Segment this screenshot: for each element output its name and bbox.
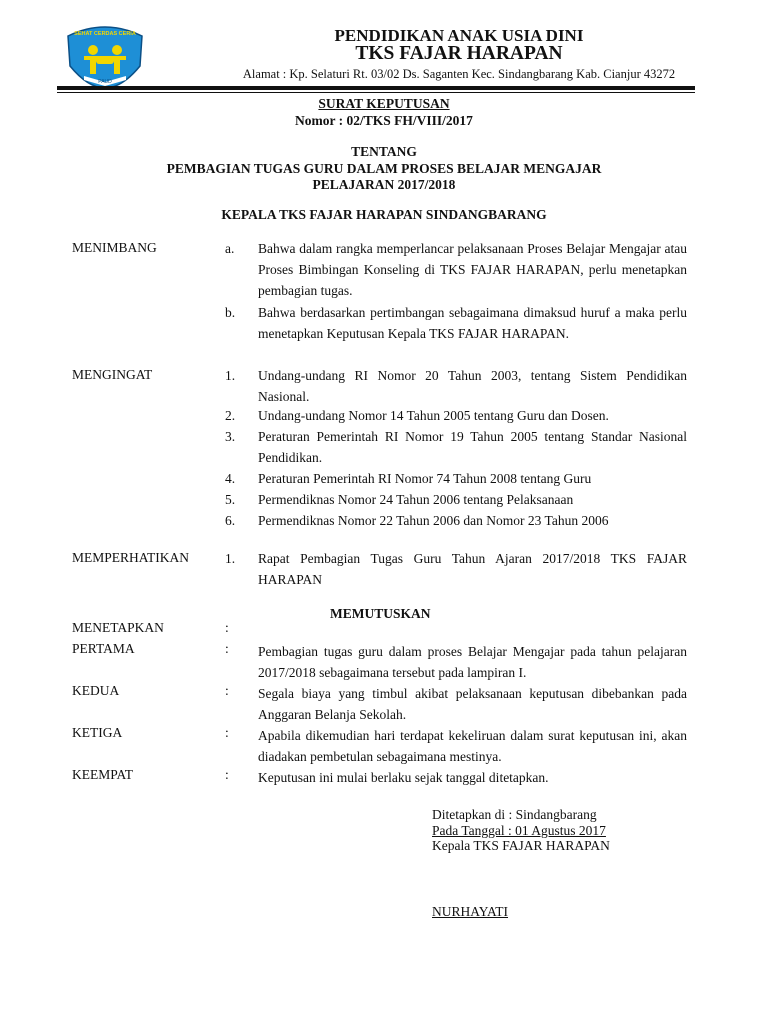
item-text: Bahwa dalam rangka memperlancar pelaksanaan Proses Belajar Mengajar atau Proses Bimbingan Konseling di TKS FAJAR HARAPAN, perlu menetapkan pembagian tugas. — [258, 241, 687, 298]
subject-line2: PELAJARAN 2017/2018 — [312, 177, 456, 192]
item-marker: 1. — [225, 551, 236, 566]
svg-text:PAUD: PAUD — [98, 79, 112, 85]
section-label: MENIMBANG — [72, 240, 157, 255]
clause-text: Pembagian tugas guru dalam proses Belajar Mengajar pada tahun pelajaran 2017/2018 sebagaimana tersebut pada lampiran I. — [258, 644, 687, 680]
clause-text: Apabila dikemudian hari terdapat kekeliruan dalam surat keputusan ini, akan diadakan pembetulan sebagaimana mestinya. — [258, 728, 687, 764]
section-label: MENGINGAT — [72, 367, 153, 382]
item-text: Permendiknas Nomor 24 Tahun 2006 tentang Pelaksanaan — [258, 492, 574, 507]
item-marker: a. — [225, 241, 235, 256]
clause-colon: : — [225, 620, 229, 635]
item-text: Rapat Pembagian Tugas Guru Tahun Ajaran 2017/2018 TKS FAJAR HARAPAN — [258, 551, 687, 587]
about-label: TENTANG — [351, 144, 417, 159]
signature-date: Pada Tanggal : 01 Agustus 2017 — [432, 823, 606, 838]
letterhead-address: Alamat : Kp. Selaturi Rt. 03/02 Ds. Saganten Kec. Sindangbarang Kab. Cianjur 43272 — [242, 67, 676, 81]
signatory-name: NURHAYATI — [432, 904, 509, 919]
item-marker: 1. — [225, 368, 236, 383]
clause-colon: : — [225, 683, 229, 698]
item-text: Undang-undang RI Nomor 20 Tahun 2003, tentang Sistem Pendidikan Nasional. — [258, 368, 687, 404]
document-number: Nomor : 02/TKS FH/VIII/2017 — [295, 113, 473, 128]
item-text: Bahwa berdasarkan pertimbangan sebagaimana dimaksud huruf a maka perlu menetapkan Keputusan Kepala TKS FAJAR HARAPAN. — [258, 305, 687, 341]
item-marker: 6. — [225, 513, 236, 528]
item-marker: b. — [225, 305, 236, 320]
decision-heading: MEMUTUSKAN — [330, 606, 431, 621]
clause-text: Keputusan ini mulai berlaku sejak tanggal ditetapkan. — [258, 770, 549, 785]
letterhead-line1: PENDIDIKAN ANAK USIA DINI — [334, 26, 584, 45]
item-text: Peraturan Pemerintah RI Nomor 19 Tahun 2005 tentang Standar Nasional Pendidikan. — [258, 429, 687, 465]
document-heading: SURAT KEPUTUSAN — [318, 96, 450, 111]
header-rule-thick — [57, 86, 695, 90]
header-rule-thin — [57, 92, 695, 93]
subject-line1: PEMBAGIAN TUGAS GURU DALAM PROSES BELAJAR MENGAJAR — [166, 161, 602, 176]
item-marker: 5. — [225, 492, 236, 507]
item-text: Undang-undang Nomor 14 Tahun 2005 tentang Guru dan Dosen. — [258, 408, 609, 423]
clause-label: KETIGA — [72, 725, 123, 740]
clause-label: KEEMPAT — [72, 767, 134, 782]
svg-text:SEHAT CERDAS CERIA: SEHAT CERDAS CERIA — [74, 31, 136, 37]
clause-label: PERTAMA — [72, 641, 135, 656]
signature-place: Ditetapkan di : Sindangbarang — [432, 807, 597, 822]
signature-position: Kepala TKS FAJAR HARAPAN — [432, 838, 610, 853]
section-label: MEMPERHATIKAN — [72, 550, 190, 565]
clause-colon: : — [225, 725, 229, 740]
item-marker: 4. — [225, 471, 236, 486]
issuer: KEPALA TKS FAJAR HARAPAN SINDANGBARANG — [221, 207, 547, 222]
clause-colon: : — [225, 767, 229, 782]
item-text: Peraturan Pemerintah RI Nomor 74 Tahun 2008 tentang Guru — [258, 471, 592, 486]
letterhead-school-name: TKS FAJAR HARAPAN — [355, 43, 563, 64]
clause-colon: : — [225, 641, 229, 656]
item-marker: 3. — [225, 429, 236, 444]
item-marker: 2. — [225, 408, 236, 423]
clause-label: KEDUA — [72, 683, 120, 698]
paud-logo — [62, 22, 148, 90]
clause-label: MENETAPKAN — [72, 620, 164, 635]
clause-text: Segala biaya yang timbul akibat pelaksanaan keputusan dibebankan pada Anggaran Belanja Sekolah. — [258, 686, 687, 722]
item-text: Permendiknas Nomor 22 Tahun 2006 dan Nomor 23 Tahun 2006 — [258, 513, 609, 528]
